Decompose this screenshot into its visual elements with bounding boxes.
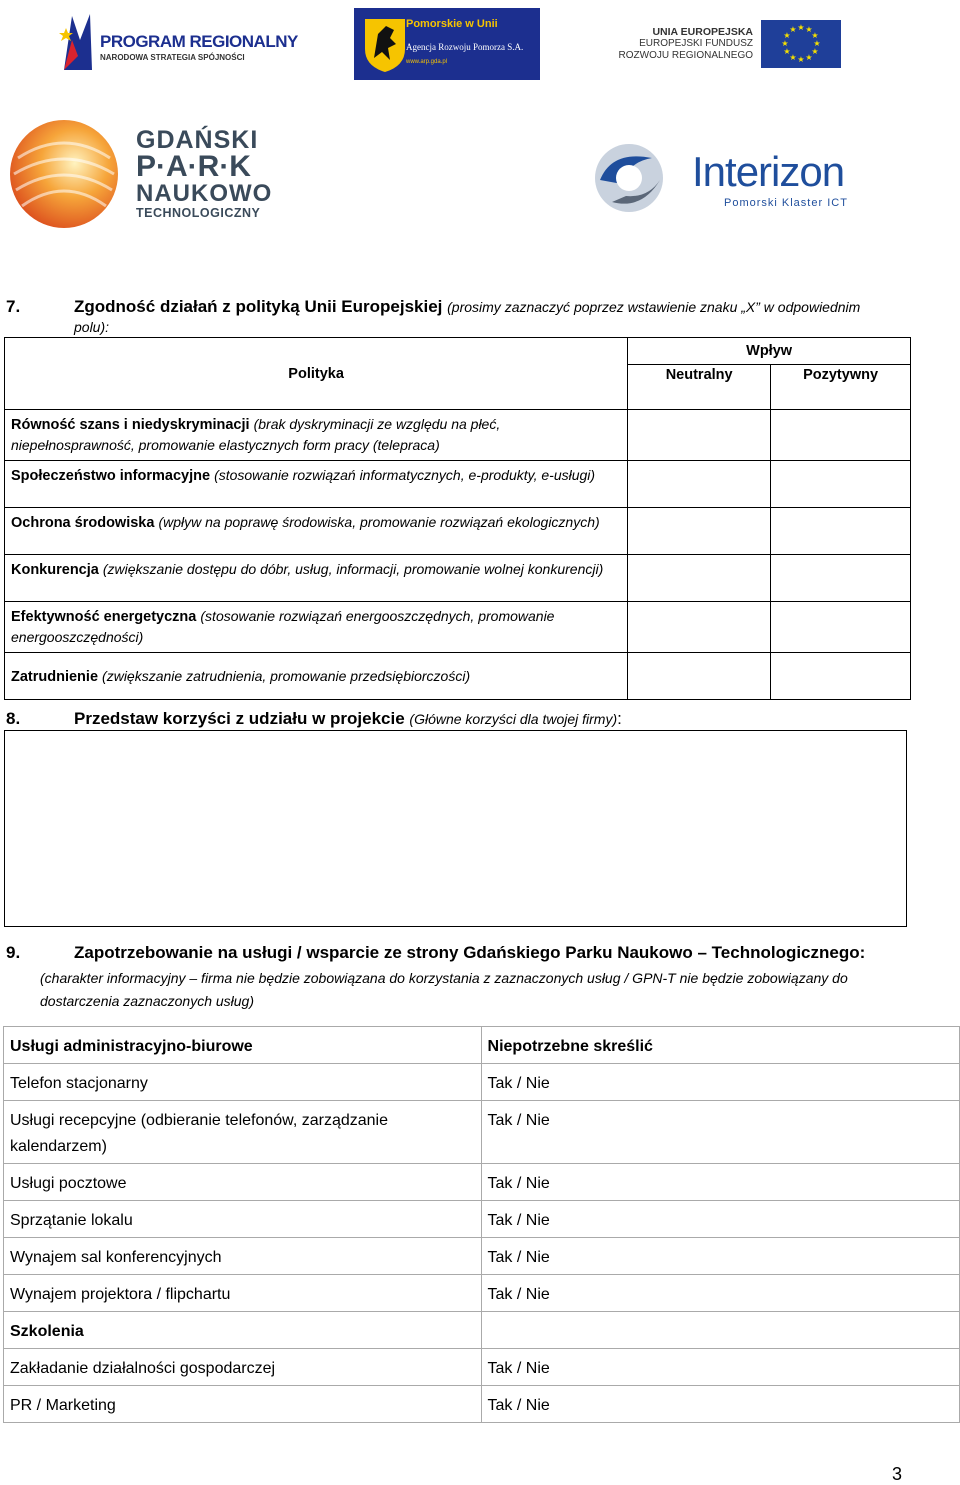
service-cell: Sprzątanie lokalu — [4, 1201, 482, 1238]
logo-interizon — [592, 140, 882, 220]
services-table — [3, 1026, 960, 1423]
choice-cell[interactable]: Tak / Nie — [481, 1386, 959, 1423]
policy-desc: (brak dyskryminacji ze względu na płeć, niepełnosprawność, promowanie elastycznych form pracy (telepraca) — [11, 416, 501, 453]
table-row — [4, 1201, 960, 1238]
neutral-checkbox-cell[interactable] — [628, 555, 771, 602]
program-regionalny-line1: PROGRAM REGIONALNY — [100, 32, 298, 51]
interizon-name: Interizon — [692, 148, 845, 195]
svg-text:★: ★ — [805, 53, 813, 62]
neutral-checkbox-cell[interactable] — [628, 461, 771, 508]
q8-heading — [74, 709, 622, 729]
svg-text:★: ★ — [805, 25, 813, 34]
logo-unia-europejska — [618, 20, 843, 70]
table-row — [5, 602, 911, 653]
table-row — [4, 1101, 960, 1164]
policy-desc: (stosowanie rozwiązań informatycznych, e-produkty, e-usługi) — [214, 467, 596, 483]
policy-cell — [5, 508, 628, 555]
policy-cell — [5, 461, 628, 508]
page-number: 3 — [892, 1464, 903, 1484]
table-row — [4, 1064, 960, 1101]
pomorskie-line3: www.arp.gda.pl — [406, 59, 448, 65]
program-regionalny-line2: NARODOWA STRATEGIA SPÓJNOŚCI — [100, 53, 245, 62]
table-row — [5, 555, 911, 602]
table-row — [4, 1312, 960, 1349]
svg-text:★: ★ — [783, 31, 791, 40]
service-cell: Usługi pocztowe — [4, 1164, 482, 1201]
policy-name: Zatrudnienie — [11, 668, 99, 685]
choice-cell: Niepotrzebne skreślić — [481, 1027, 959, 1064]
choice-cell[interactable]: Tak / Nie — [481, 1349, 959, 1386]
gpn-line2: P·A·R·K — [136, 150, 251, 183]
q9-note: (charakter informacyjny – firma nie będzie zobowiązana do korzystania z zaznaczonych usług / GPN-T nie będzie zobowiązany do dostarczenia zaznaczonych usług) — [40, 970, 848, 1009]
policy-cell — [5, 653, 628, 700]
service-cell: Szkolenia — [4, 1312, 482, 1349]
logo-gdanski-park-naukowo-technologiczny — [8, 118, 308, 230]
table-row — [4, 1349, 960, 1386]
choice-cell[interactable]: Tak / Nie — [481, 1201, 959, 1238]
ue-line3: ROZWOJU REGIONALNEGO — [618, 50, 753, 61]
policy-cell — [5, 555, 628, 602]
program-regionalny-emblem-icon — [58, 10, 98, 78]
policy-desc: (zwiększanie dostępu do dóbr, usług, informacji, promowanie wolnej konkurencji) — [102, 561, 604, 577]
pomorskie-line1: Pomorskie w Unii — [406, 18, 498, 30]
svg-text:★: ★ — [789, 53, 797, 62]
service-cell: Wynajem projektora / flipchartu — [4, 1275, 482, 1312]
policy-name: Konkurencja — [11, 562, 99, 578]
table-row — [4, 1275, 960, 1312]
interizon-sphere-icon — [592, 140, 666, 216]
header-impact: Wpływ — [628, 338, 911, 365]
choice-cell[interactable]: Tak / Nie — [481, 1164, 959, 1201]
policy-cell — [5, 602, 628, 653]
interizon-sub: Pomorski Klaster ICT — [724, 197, 848, 209]
policy-name: Równość szans i niedyskryminacji — [11, 417, 250, 433]
positive-checkbox-cell[interactable] — [771, 653, 911, 700]
gpn-sun-icon — [8, 118, 120, 230]
choice-cell[interactable]: Tak / Nie — [481, 1064, 959, 1101]
positive-checkbox-cell[interactable] — [771, 555, 911, 602]
header-neutral: Neutralny — [628, 365, 771, 410]
table-row — [4, 1164, 960, 1201]
policy-desc: (wpływ na poprawę środowiska, promowanie rozwiązań ekologicznych) — [158, 514, 600, 530]
q8-colon: : — [617, 709, 622, 728]
neutral-checkbox-cell[interactable] — [628, 508, 771, 555]
q7-title: Zgodność działań z polityką Unii Europejskiej — [74, 297, 443, 316]
gpn-line3: NAUKOWO — [136, 180, 273, 207]
policy-desc: (stosowanie rozwiązań energooszczędnych, promowanie energooszczędności) — [11, 608, 555, 645]
eu-policy-table — [4, 337, 911, 700]
table-row — [5, 653, 911, 700]
choice-cell — [481, 1312, 959, 1349]
q9-number: 9. — [6, 943, 21, 962]
policy-name: Efektywność energetyczna — [11, 609, 197, 625]
gpn-line4: TECHNOLOGICZNY — [136, 206, 261, 220]
service-cell: Usługi administracyjno-biurowe — [4, 1027, 482, 1064]
svg-text:★: ★ — [797, 55, 805, 64]
choice-cell[interactable]: Tak / Nie — [481, 1275, 959, 1312]
q8-title: Przedstaw korzyści z udziału w projekcie — [74, 709, 405, 728]
logo-pomorskie-w-unii — [354, 8, 540, 80]
header-policy: Polityka — [5, 338, 628, 410]
gpn-line1: GDAŃSKI — [136, 126, 259, 154]
neutral-checkbox-cell[interactable] — [628, 410, 771, 461]
choice-cell[interactable]: Tak / Nie — [481, 1238, 959, 1275]
neutral-checkbox-cell[interactable] — [628, 602, 771, 653]
q8-number: 8. — [6, 709, 21, 728]
svg-text:★: ★ — [781, 39, 789, 48]
q7-number: 7. — [6, 297, 21, 316]
neutral-checkbox-cell[interactable] — [628, 653, 771, 700]
ue-line2: EUROPEJSKI FUNDUSZ — [639, 38, 753, 49]
service-cell: Wynajem sal konferencyjnych — [4, 1238, 482, 1275]
q7-heading — [74, 297, 894, 337]
positive-checkbox-cell[interactable] — [771, 602, 911, 653]
q9-title: Zapotrzebowanie na usługi / wsparcie ze strony Gdańskiego Parku Naukowo – Technologicznego: — [74, 943, 866, 962]
svg-text:★: ★ — [797, 23, 805, 32]
positive-checkbox-cell[interactable] — [771, 410, 911, 461]
eu-flag-icon — [761, 20, 841, 68]
service-cell: PR / Marketing — [4, 1386, 482, 1423]
benefits-textarea[interactable] — [4, 730, 907, 927]
choice-cell[interactable]: Tak / Nie — [481, 1101, 959, 1164]
q8-note: (Główne korzyści dla twojej firmy) — [409, 711, 618, 727]
pomorskie-line2: Agencja Rozwoju Pomorza S.A. — [406, 42, 524, 52]
service-cell: Telefon stacjonarny — [4, 1064, 482, 1101]
table-row — [4, 1027, 960, 1064]
policy-name: Społeczeństwo informacyjne — [11, 468, 211, 484]
svg-text:★: ★ — [789, 25, 797, 34]
policy-desc: (zwiększanie zatrudnienia, promowanie przedsiębiorczości) — [102, 667, 471, 684]
table-row — [5, 461, 911, 508]
service-cell: Zakładanie działalności gospodarczej — [4, 1349, 482, 1386]
table-row — [4, 1238, 960, 1275]
positive-checkbox-cell[interactable] — [771, 508, 911, 555]
logo-program-regionalny — [58, 10, 298, 80]
policy-cell — [5, 410, 628, 461]
policy-name: Ochrona środowiska — [11, 515, 155, 531]
griffin-coat-of-arms-icon — [360, 14, 410, 74]
svg-text:★: ★ — [811, 47, 819, 56]
header-positive: Pozytywny — [771, 365, 911, 410]
q7-note: (prosimy zaznaczyć poprzez wstawienie znaku „X” w odpowiednim polu): — [74, 299, 861, 335]
svg-text:★: ★ — [783, 47, 791, 56]
positive-checkbox-cell[interactable] — [771, 461, 911, 508]
service-cell: Usługi recepcyjne (odbieranie telefonów, zarządzanie kalendarzem) — [4, 1101, 482, 1164]
table-row — [4, 1386, 960, 1423]
table-row — [5, 508, 911, 555]
table-row — [5, 410, 911, 461]
ue-line1: UNIA EUROPEJSKA — [652, 26, 753, 38]
svg-text:★: ★ — [813, 39, 821, 48]
svg-text:★: ★ — [811, 31, 819, 40]
